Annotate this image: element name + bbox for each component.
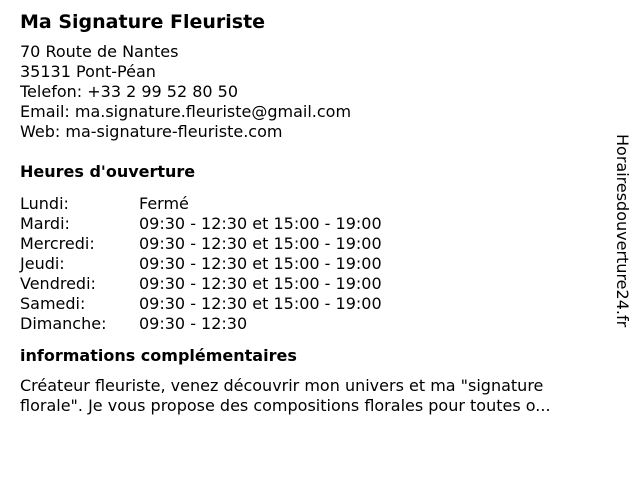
hours-day: Lundi: [20,194,69,213]
hours-heading: Heures d'ouverture [20,162,196,181]
brand-watermark: Horairesdouverture24.fr [613,134,632,328]
hours-day: Samedi: [20,294,86,313]
business-card [20,10,610,416]
hours-time: Fermé [139,194,189,213]
hours-row-mercredi [20,234,610,254]
hours-time: 09:30 - 12:30 et 15:00 - 19:00 [139,214,382,233]
address-street: 70 Route de Nantes [20,42,179,61]
website-link[interactable]: Web: ma-signature-fleuriste.com [20,122,283,141]
hours-row-jeudi [20,254,610,274]
hours-time: 09:30 - 12:30 et 15:00 - 19:00 [139,234,382,253]
hours-time: 09:30 - 12:30 et 15:00 - 19:00 [139,294,382,313]
hours-time: 09:30 - 12:30 et 15:00 - 19:00 [139,254,382,273]
hours-day: Jeudi: [20,254,65,273]
address-city: 35131 Pont-Péan [20,62,156,81]
business-name: Ma Signature Fleuriste [20,11,266,33]
hours-day: Dimanche: [20,314,107,333]
hours-table [20,194,610,334]
hours-day: Mardi: [20,214,70,233]
hours-row-samedi [20,294,610,314]
hours-day: Vendredi: [20,274,96,293]
hours-time: 09:30 - 12:30 et 15:00 - 19:00 [139,274,382,293]
email-address[interactable]: Email: ma.signature.fleuriste@gmail.com [20,102,352,121]
phone-number[interactable]: Telefon: +33 2 99 52 80 50 [20,82,239,101]
hours-row-vendredi [20,274,610,294]
info-description: Créateur fleuriste, venez découvrir mon univers et ma "signature florale". Je vous propose des compositions florales pour toutes o... [20,376,551,415]
contact-block [20,42,610,142]
hours-row-mardi [20,214,610,234]
hours-time: 09:30 - 12:30 [139,314,248,333]
info-heading: informations complémentaires [20,346,297,365]
hours-row-lundi [20,194,610,214]
hours-day: Mercredi: [20,234,95,253]
hours-row-dimanche [20,314,610,334]
